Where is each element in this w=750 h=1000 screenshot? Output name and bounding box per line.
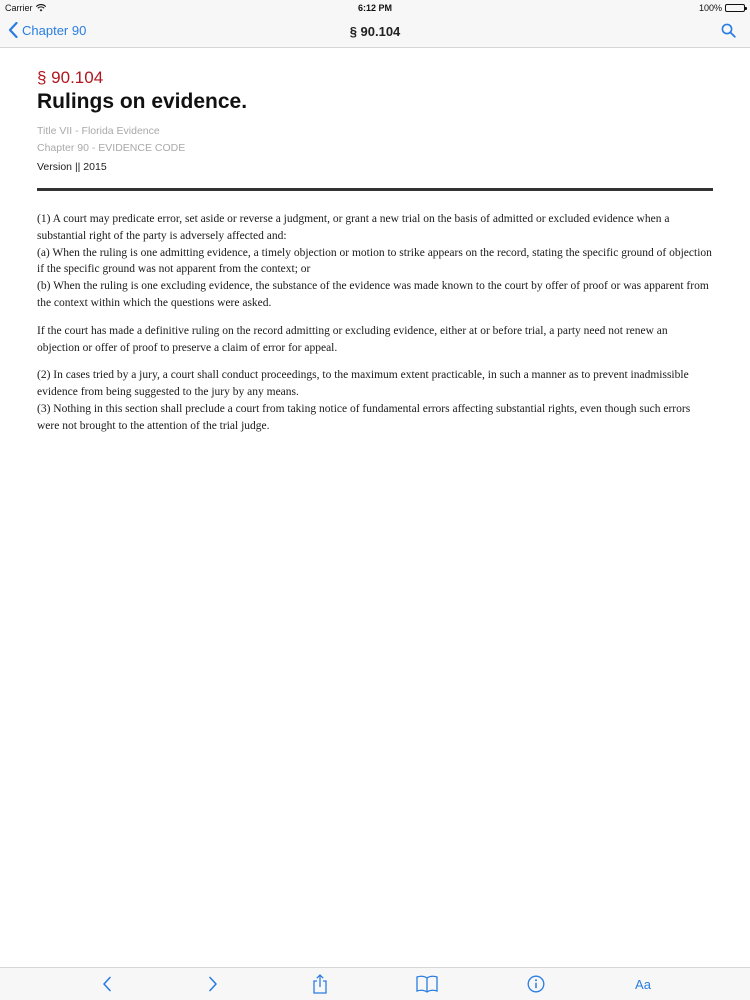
section-number: § 90.104: [37, 68, 104, 87]
share-button[interactable]: [308, 973, 332, 995]
carrier-label: Carrier: [5, 3, 33, 13]
search-button[interactable]: [721, 23, 736, 43]
paragraph-spacer: [37, 356, 713, 367]
statute-content: [37, 48, 713, 435]
nav-title: § 90.104: [349, 24, 401, 39]
version-line: Version || 2015: [37, 161, 107, 173]
paragraph-1b: (b) When the ruling is one excluding evidence, the substance of the evidence was made known to the court by offer of proof or was apparent from the context within which the questions were asked.: [37, 280, 709, 309]
back-button-label: Chapter 90: [22, 22, 87, 38]
statute-body: [37, 211, 713, 435]
heading-divider: [37, 188, 713, 191]
status-bar: [0, 0, 750, 16]
next-icon: [208, 976, 218, 992]
battery-icon: [725, 4, 745, 12]
info-icon: [527, 975, 545, 993]
battery-group: [699, 3, 745, 13]
paragraph-definitive-ruling: If the court has made a definitive ruling on the record admitting or excluding evidence, either at or before trial, a party need not renew an objection or offer of proof to preserve a claim of error for appeal.: [37, 324, 668, 354]
navigation-bar: [0, 16, 750, 48]
bookmarks-button[interactable]: [415, 973, 439, 995]
statute-meta: [37, 123, 713, 157]
paragraph-1: (1) A court may predicate error, set aside or reverse a judgment, or grant a new trial on the basis of admitted or excluded evidence when a substantial right of the party is adversely affected and:: [37, 213, 670, 242]
next-button[interactable]: [201, 973, 225, 995]
paragraph-1a: (a) When the ruling is one admitting evidence, a timely objection or motion to strike appears on the record, stating the specific ground of objection if the specific ground was not apparent from the context; or: [37, 246, 712, 276]
status-time: 6:12 PM: [357, 3, 392, 13]
paragraph-spacer: [37, 312, 713, 323]
previous-icon: [102, 976, 112, 992]
previous-button[interactable]: [95, 973, 119, 995]
share-icon: [312, 974, 328, 994]
chapter-line: Chapter 90 - EVIDENCE CODE: [37, 142, 186, 154]
paragraph-3: (3) Nothing in this section shall preclude a court from taking notice of fundamental errors affecting substantial rights, even though such errors were not brought to the attention of the trial judge.: [37, 402, 691, 432]
battery-percent: 100%: [698, 3, 722, 13]
paragraph-2: (2) In cases tried by a jury, a court shall conduct proceedings, to the maximum extent practicable, in such a manner as to prevent inadmissible evidence from being suggested to the jury by any means.: [37, 369, 689, 399]
bottom-toolbar: [0, 967, 750, 1000]
info-button[interactable]: [524, 973, 548, 995]
bookmarks-icon: [416, 975, 438, 993]
title-line: Title VII - Florida Evidence: [37, 125, 160, 137]
search-icon: [721, 23, 736, 38]
font-size-button[interactable]: Aa: [635, 976, 651, 992]
section-heading: Rulings on evidence.: [37, 90, 248, 113]
